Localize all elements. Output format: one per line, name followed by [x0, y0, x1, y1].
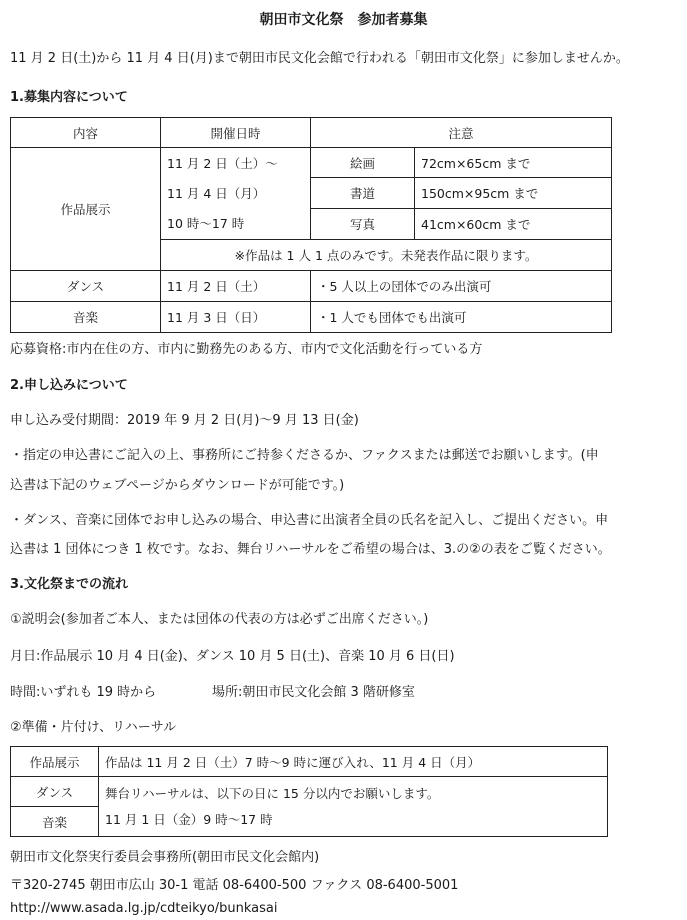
rehearsal-table [10, 746, 608, 837]
section1-heading: 1.募集内容について [10, 90, 128, 105]
briefing-time: 時間:いずれも 19 時から [10, 685, 157, 700]
exhibit-date-line2: 11 月 4 日（月） [167, 185, 266, 201]
size-type-calligraphy: 書道 [311, 178, 415, 209]
recruitment-table [10, 117, 612, 333]
size-photo: 41cm×60cm まで [415, 209, 612, 240]
para1-line2: 込書は下記のウェブページからダウンロードが可能です。) [10, 478, 345, 493]
dance-note: ・5 人以上の団体でのみ出演可 [311, 271, 612, 302]
website-link[interactable]: http://www.asada.lg.jp/cdteikyo/bunkasai [10, 901, 278, 916]
music-note: ・1 人でも団体でも出演可 [311, 302, 612, 333]
briefing-place: 場所:朝田市民文化会館 3 階研修室 [212, 685, 415, 700]
size-painting: 72cm×65cm まで [415, 148, 612, 178]
size-type-painting: 絵画 [311, 148, 415, 178]
office-name: 朝田市文化祭実行委員会事務所(朝田市民文化会館内) [10, 850, 320, 865]
setup-music-label: 音楽 [11, 807, 99, 837]
rehearsal-line2: 11 月 1 日（金）9 時～17 時 [105, 811, 273, 827]
dance-label: ダンス [11, 271, 161, 302]
intro-text: 11 月 2 日(土)から 11 月 4 日(月)まで朝田市民文化会館で行われる「朝田市文化祭」に参加しませんか。 [10, 51, 629, 66]
para2-line2: 込書は 1 団体につき 1 枚です。なお、舞台リハーサルをご希望の場合は、3.の②の表をご覧ください。 [10, 542, 611, 557]
exhibit-label: 作品展示 [11, 148, 161, 271]
rehearsal-line1: 舞台リハーサルは、以下の日に 15 分以内でお願いします。 [105, 785, 440, 801]
exhibit-note: ※作品は 1 人 1 点のみです。未発表作品に限ります。 [161, 240, 612, 271]
exhibit-date-line3: 10 時～17 時 [167, 215, 245, 231]
para1-line1: ・指定の申込書にご記入の上、事務所にご持参くださるか、ファクスまたは郵送でお願いします。(申 [10, 448, 599, 463]
page-title: 朝田市文化祭 参加者募集 [259, 12, 428, 28]
header-notes: 注意 [311, 118, 612, 148]
size-calligraphy: 150cm×95cm まで [415, 178, 612, 209]
exhibit-date-line1: 11 月 2 日（土）～ [167, 155, 278, 171]
eligibility-text: 応募資格:市内在住の方、市内に勤務先のある方、市内で文化活動を行っている方 [10, 342, 483, 357]
section3-heading: 3.文化祭までの流れ [10, 577, 128, 592]
setup-exhibit-label: 作品展示 [11, 747, 99, 777]
header-content: 内容 [11, 118, 161, 148]
section2-heading: 2.申し込みについて [10, 378, 128, 393]
exhibit-dates [161, 148, 311, 240]
setup-dance-label: ダンス [11, 777, 99, 807]
header-datetime: 開催日時 [161, 118, 311, 148]
para2-line1: ・ダンス、音楽に団体でお申し込みの場合、申込書に出演者全員の氏名を記入し、ご提出ください。申 [10, 513, 609, 528]
application-period: 申し込み受付期間：2019 年 9 月 2 日(月)～9 月 13 日(金) [10, 413, 359, 428]
size-type-photo: 写真 [311, 209, 415, 240]
briefing-dates: 月日:作品展示 10 月 4 日(金)、ダンス 10 月 5 日(土)、音楽 10 月 6 日(日) [10, 649, 455, 664]
rehearsal-info [99, 777, 608, 837]
music-date: 11 月 3 日（日） [161, 302, 311, 333]
office-address: 〒320-2745 朝田市広山 30-1 電話 08-6400-500 ファクス 08-6400-5001 [10, 878, 459, 893]
dance-date: 11 月 2 日（土） [161, 271, 311, 302]
briefing-item: ①説明会(参加者ご本人、または団体の代表の方は必ずご出席ください。) [10, 612, 429, 627]
setup-exhibit-text: 作品は 11 月 2 日（土）7 時～9 時に運び入れ、11 月 4 日（月） [99, 747, 608, 777]
music-label: 音楽 [11, 302, 161, 333]
rehearsal-item: ②準備・片付け、リハーサル [10, 720, 177, 735]
